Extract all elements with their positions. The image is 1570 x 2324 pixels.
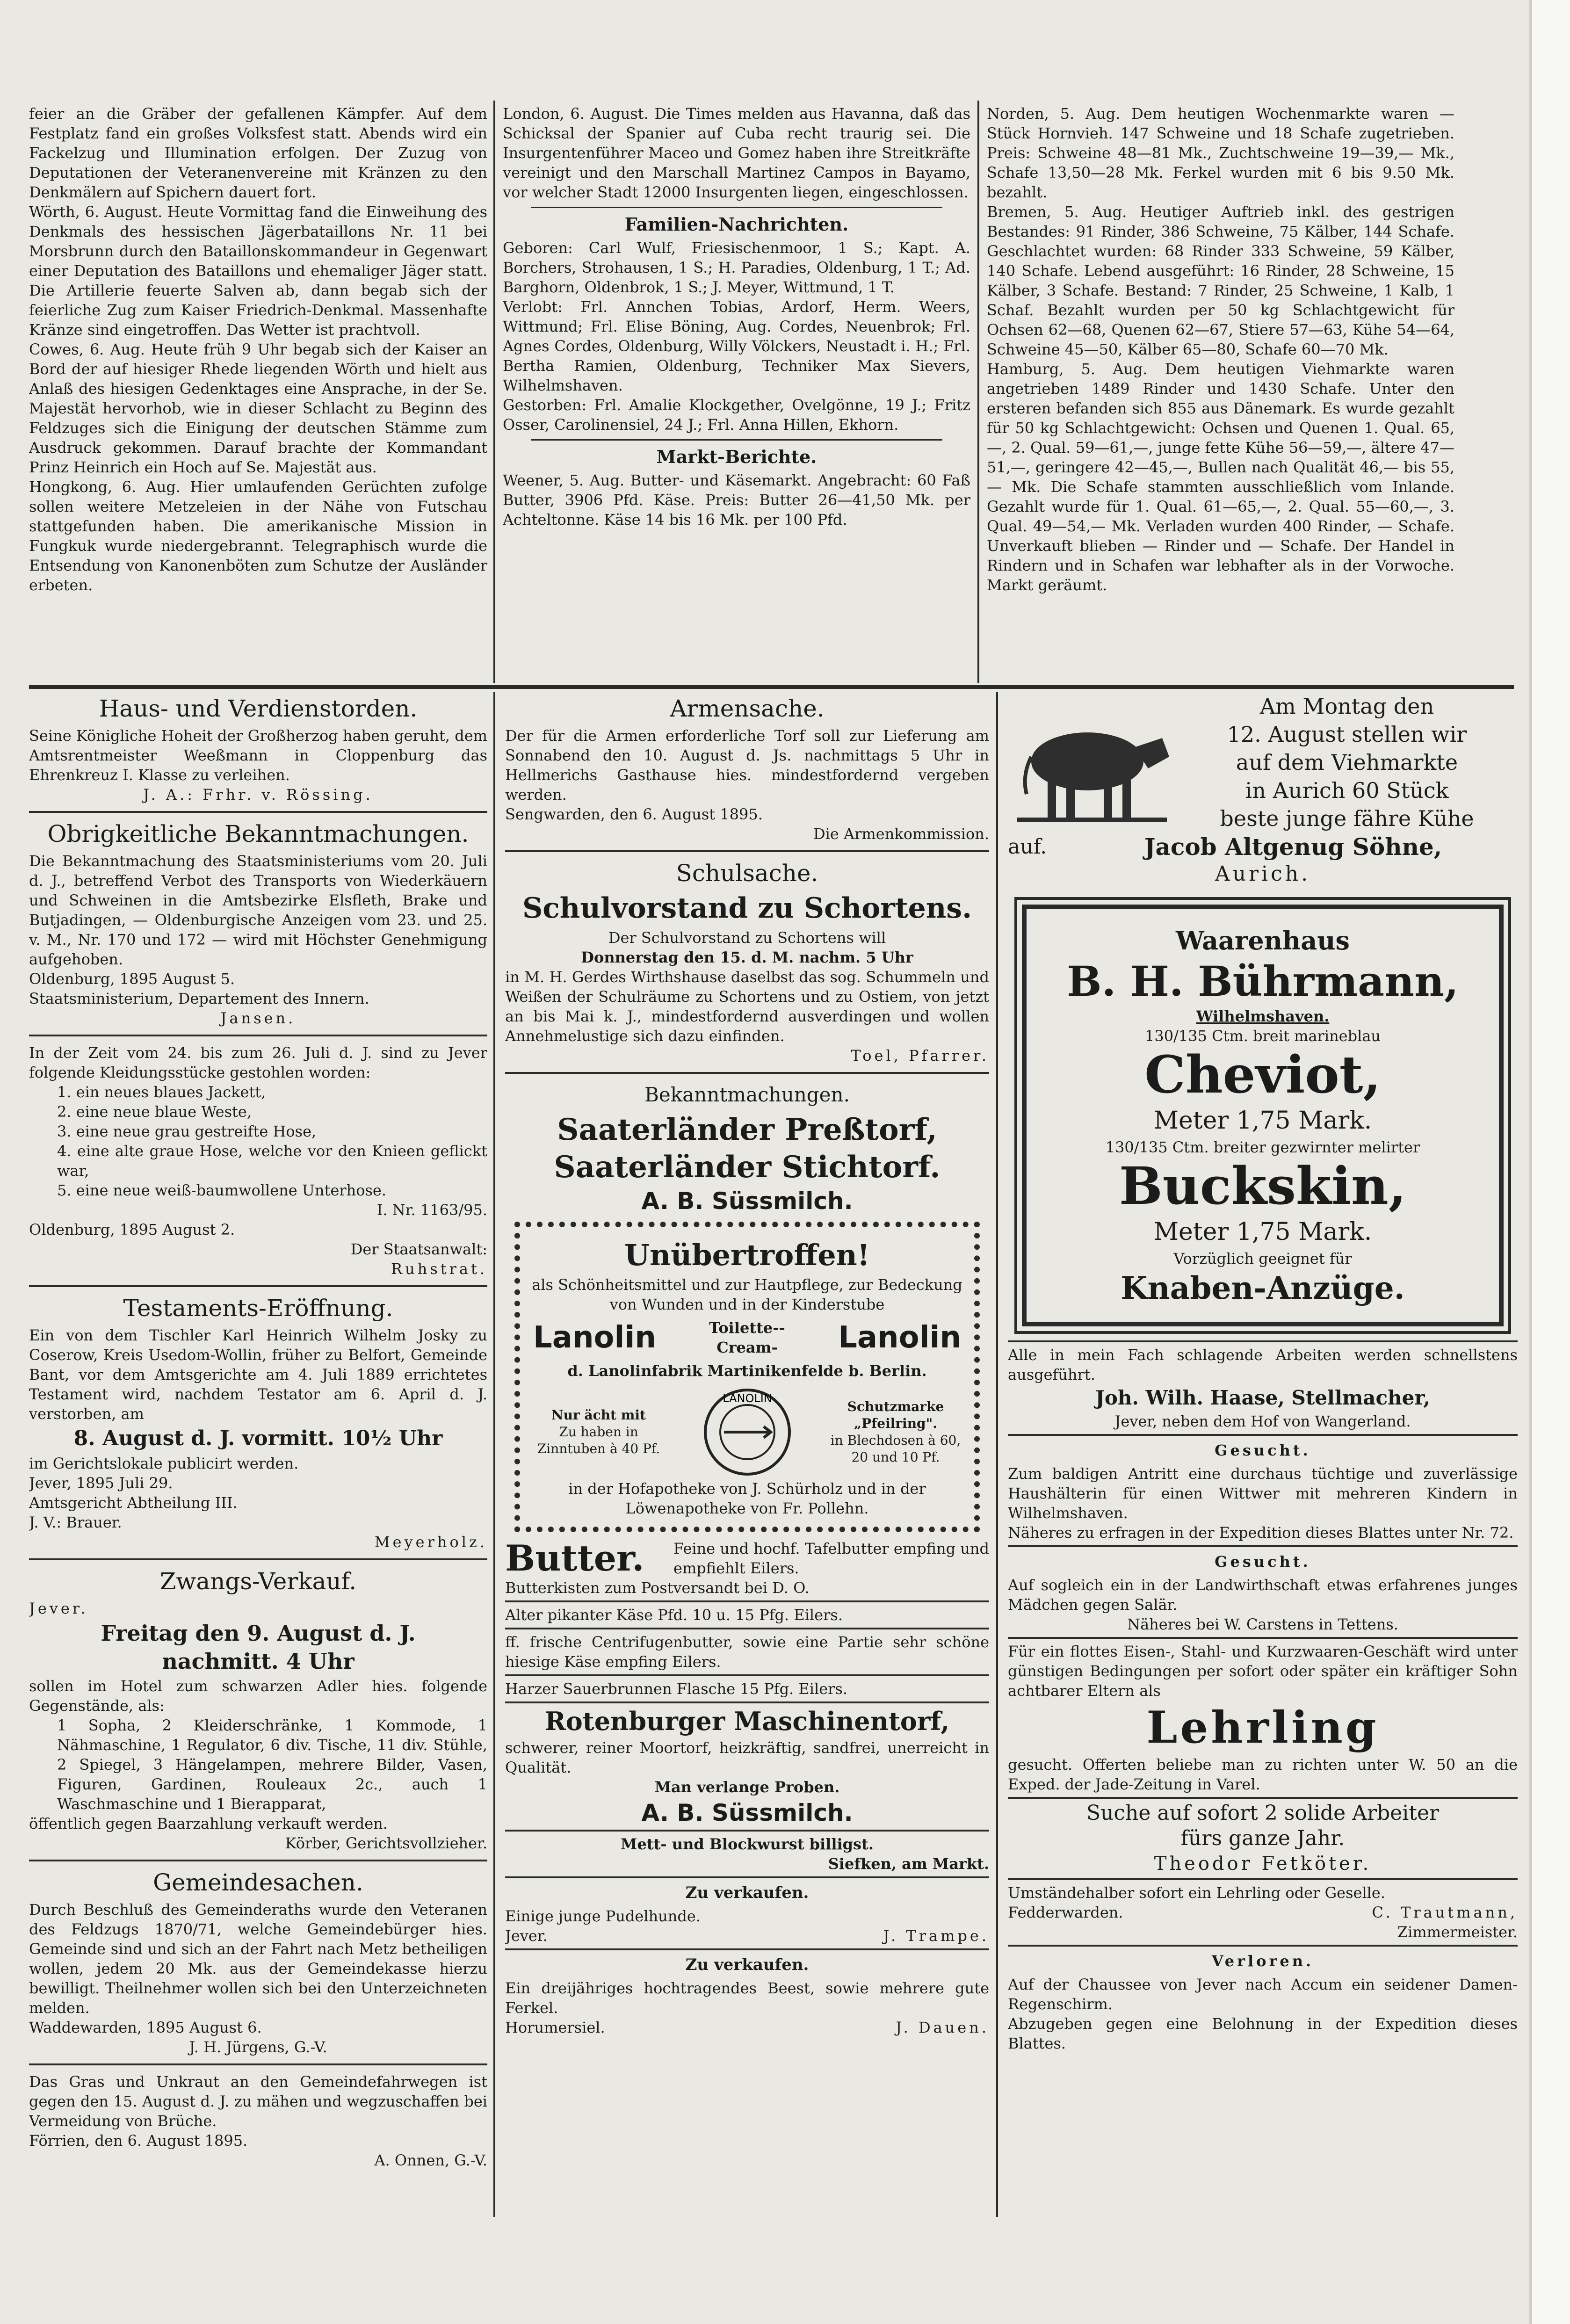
section-heading: Armensache. [670,695,825,722]
ad-signature: J. Dauen. [896,2019,989,2036]
notice-text: Der Schulvorstand zu Schortens will [608,929,886,947]
divider [505,1674,989,1676]
notice-date: Jever, 1895 Juli 29. [29,1474,173,1492]
section-rule [29,685,1514,689]
divider [29,2063,487,2065]
notice-date: Waddewarden, 1895 August 6. [29,2019,262,2036]
divider [29,1285,487,1287]
ad-text: Einige junge Pudelhunde. [505,1907,701,1925]
ad-firm: Jacob Altgenug Söhne, [1144,833,1442,861]
market-paragraph: Weener, 5. Aug. Butter- und Käsemarkt. Angebracht: 60 Faß Butter, 3906 Pfd. Käse. Preis: Butter 26—41,50 Mk. per Achteltonne. Käse 14 bis 16 Mk. per 100 Pfd. [503,471,970,529]
lanolin-mark-row [528,1385,966,1479]
ad-text: Ein dreijähriges hochtragendes Beest, sowie mehrere gute Ferkel. [505,1979,989,2017]
ad-text: Vorzüglich geeignet für [1173,1250,1352,1267]
ad-line: Am Montag den [1259,694,1434,719]
column-rule [493,692,495,2217]
ad-text: 130/135 Ctm. breit marineblau [1144,1027,1381,1045]
ad-headline: Knaben-Anzüge. [1121,1270,1405,1306]
ad-text: auf. [1008,835,1047,859]
ad-headline: Butter. [505,1537,644,1579]
ad-firm: A. B. Süssmilch. [641,1187,853,1215]
notice-signature: Die Armenkommission. [813,825,989,843]
notice-text: im Gerichtslokale publicirt werden. [29,1455,299,1472]
notice-date: Sengwarden, den 6. August 1895. [505,805,763,823]
notice-signature: Jansen. [220,1009,296,1027]
ad-headline: Rotenburger Maschinentorf, [544,1706,950,1736]
ad-headline: B. H. Bührmann, [1067,957,1459,1006]
cow-illustration-icon [1008,691,1176,832]
section-heading: Obrigkeitliche Bekanntmachungen. [47,820,469,847]
notice-signature: J. V.: Brauer. [29,1513,122,1531]
divider [505,1701,989,1703]
ad-text: als Schönheitsmittel und zur Hautpflege, zur Bedeckung von Wunden und in der Kinderstube [532,1276,962,1313]
ad-text: gesucht. Offerten beliebe man zu richten unter W. 50 an die Exped. der Jade-Zeitung in Varel. [1008,1756,1518,1793]
notice-date: Oldenburg, 1895 August 5. [29,970,235,988]
notice-signature: Ruhstrat. [391,1260,487,1278]
ad-line: beste junge fähre Kühe [1220,806,1474,831]
section-heading: Gesucht. [1215,1441,1311,1459]
ad-firm: Siefken, am Markt. [828,1855,989,1873]
ad-text: 130/135 Ctm. breiter gezwirnter melirter [1105,1138,1420,1156]
ad-maker: d. Lanolinfabrik Martinikenfelde b. Berlin. [567,1362,927,1380]
ad-line: auf dem Viehmarkte [1236,750,1458,775]
column-rule [493,101,495,683]
section-heading: Testaments-Eröffnung. [123,1295,393,1322]
ad-place: Horumersiel. [505,2019,605,2036]
ad-line: in Aurich 60 Stück [1245,778,1449,803]
notice-text: Der für die Armen erforderliche Torf soll zur Lieferung am Sonnabend den 10. August d. Js. nachmittags 5 Uhr in Hellmerichs Gasthause hies. mindestfordernd vergeben werden. [505,727,989,804]
ad-place: Fedderwarden. [1008,1904,1123,1921]
ad-line: 12. August stellen wir [1227,722,1467,747]
ad-line: Waarenhaus [1176,926,1350,956]
market-paragraph: Bremen, 5. Aug. Heutiger Auftrieb inkl. des gestrigen Bestandes: 91 Rinder, 386 Schweine, 75 Kälber, 144 Schafe. Geschlachtet wurden: 68 Rinder 333 Schweine, 59 Kälber, 140 Schafe. Lebend ausgeführt: 16 Rinder, 28 Schweine, 15 Kälber, 3 Schafe. Bestand: 7 Rinder, 25 Schweine, 1 Kalb, 1 Schaf. Bezahlt wurden per 50 kg Schlachtgewicht für Ochsen 62—68, Quenen 62—67, Stiere 57—63, Kühe 54—64, Schweine 45—50, Kälber 65—80, Schafe 60—70 Mk. [987,203,1454,358]
ad-headline: Lehrling [1146,1702,1379,1753]
ad-footer [505,1926,989,1946]
section-heading: Verloren. [1211,1952,1314,1970]
cattle-text [1176,691,1518,833]
divider [1008,1878,1518,1880]
list-item: 1. ein neues blaues Jackett, [57,1083,266,1101]
divider [505,1600,989,1602]
list-item: 5. eine neue weiß-baumwollene Unterhose. [57,1181,386,1199]
list-item: 3. eine neue grau gestreifte Hose, [57,1122,317,1140]
lanolin-ad [514,1222,980,1532]
waarenhaus-ad [1022,905,1504,1326]
divider [29,1860,487,1861]
section-heading: Gesucht. [1215,1553,1311,1571]
ad-text: Alter pikanter Käse Pfd. 10 u. 15 Pfg. Eilers. [505,1606,843,1624]
lanolin-name: Lanolin [838,1320,961,1355]
notice-text: In der Zeit vom 24. bis zum 26. Juli d. J. sind zu Jever folgende Kleidungsstücke gestohlen worden: [29,1044,487,1081]
ad-signature: Theodor Fetköter. [1154,1853,1372,1875]
notice-court: Amtsgericht Abtheilung III. [29,1494,238,1512]
ad-text: Zu haben in Zinntuben à 40 Pf. [537,1424,660,1456]
notice-signature: Der Staatsanwalt: [350,1240,487,1258]
ad-text: Auf der Chaussee von Jever nach Accum ein seidener Damen-Regenschirm. [1008,1976,1518,2013]
ad-signature: C. Trautmann, [1372,1904,1518,1921]
notice-text: Die Bekanntmachung des Staatsministeriums vom 20. Juli d. J., betreffend Verbot des Transports von Wiederkäuern und Schweinen in die Amtsbezirke Elsfleth, Brake und Butjadingen, — Oldenburgische Anzeigen vom 23. und 25. v. M., Nr. 170 und 172 — wird mit Höchster Genehmigung aufgehoben. [29,852,487,968]
news-paragraph: Wörth, 6. August. Heute Vormittag fand die Einweihung des Denkmals des hessischen Jägerbataillons Nr. 11 bei Morsbrunn durch den Bataillonskommandeur in Gegenwart einer Deputation des Bataillons und ehemaliger Jäger statt. Die Artillerie feuerte Salven ab, dann begab sich der feierliche Zug zum Kaiser Friedrich-Denkmal. Massenhafte Kränze sind eingetroffen. Das Wetter ist prachtvoll. [29,203,487,339]
ad-text: Abzugeben gegen eine Belohnung in der Expedition dieses Blattes. [1008,2015,1518,2052]
ads-column-middle [505,691,989,2221]
family-paragraph: Verlobt: Frl. Annchen Tobias, Ardorf, Herm. Weers, Wittmund; Frl. Elise Böning, Aug. Cordes, Neuenbrok; Frl. Agnes Cordes, Oldenburg, Willy Völckers, Neustadt i. H.; Frl. Bertha Ramien, Oldenburg, Techniker Max Sievers, Wilhelmshaven. [503,298,970,394]
market-paragraph: Hamburg, 5. Aug. Dem heutigen Viehmarkte waren angetrieben 1489 Rinder und 1430 Schafe. Unter den ersteren befanden sich 855 aus Dänemark. Es wurde gezahlt für 50 kg Schlachtgewicht: Ochsen und Quenen 1. Qual. 65,—, 2. Qual. 59—61,—, junge fette Kühe 56—59,—, ältere 47—51,—, geringere 42—45,—, Bullen nach Qualität 46,— bis 55,— Mk. Die Schafe stammten ausschließlich vom Inlande. Gezahlt wurde für 1. Qual. 61—65,—, 2. Qual. 55—60,—, 3. Qual. 49—54,— Mk. Verladen wurden 400 Rinder, — Schafe. Unverkauft blieben — Rinder und — Schafe. Der Handel in Rindern und in Schafen war lebhafter als in der Vorwoche. Markt geräumt. [987,360,1454,594]
divider [505,850,989,852]
ad-headline: Schulvorstand zu Schortens. [522,892,972,925]
ad-text: Für ein flottes Eisen-, Stahl- und Kurzwaaren-Geschäft wird unter günstigen Bedingungen per sofort oder später ein kräftiger Sohn achtbarer Eltern als [1008,1643,1518,1700]
notice-date: Oldenburg, 1895 August 2. [29,1221,235,1238]
notice-signature: J. H. Jürgens, G.-V. [189,2038,327,2056]
divider [531,439,942,441]
ad-headline: Unübertroffen! [624,1238,870,1272]
list-item: 2. eine neue blaue Weste, [57,1103,252,1121]
lanolin-left [528,1407,669,1457]
divider [1008,1797,1518,1799]
notice-number: I. Nr. 1163/95. [376,1201,487,1219]
ad-headline: Saaterländer Preßtorf, [557,1112,937,1147]
family-paragraph: Gestorben: Frl. Amalie Klockgether, Ovelgönne, 19 J.; Fritz Osser, Carolinensiel, 24 J.; Frl. Anna Hillen, Ekhorn. [503,396,970,434]
notice-highlight-date: Freitag den 9. August d. J. [101,1621,416,1646]
section-heading: Familien-Nachrichten. [624,214,849,235]
section-heading: Schulsache. [676,860,818,887]
news-column-1 [29,104,487,684]
ad-headline: Buckskin, [1119,1156,1407,1216]
notice-date: Förrien, den 6. August 1895. [29,2132,248,2150]
divider [29,1035,487,1036]
column-rule [977,101,979,683]
cattle-ad [1008,691,1518,833]
ad-headline: Cheviot, [1144,1044,1381,1105]
butter-ad [505,1539,989,1578]
news-paragraph: London, 6. August. Die Times melden aus Havanna, daß das Schicksal der Spanier auf Cuba recht traurig sei. Die Insurgentenführer Maceo und Gomez haben ihre Streitkräfte vereinigt und den Marschall Martinez Campos in Bayamo, vor welcher Stadt 12000 Insurgenten liegen, eingeschlossen. [503,105,970,201]
ads-column-right [1008,691,1518,2221]
ad-text: Auf sogleich ein in der Landwirthschaft etwas erfahrenes junges Mädchen gegen Salär. [1008,1576,1518,1614]
divider [29,1558,487,1560]
notice-signature: J. A.: Frhr. v. Rössing. [143,786,373,804]
ad-line: fürs ganze Jahr. [1180,1826,1345,1850]
ad-text: Butterkisten zum Postversandt bei D. O. [505,1579,810,1597]
page-edge [1529,0,1570,2324]
ad-text: Näheres bei W. Carstens in Tettens. [1127,1615,1398,1633]
news-paragraph: Hongkong, 6. Aug. Hier umlaufenden Gerüchten zufolge sollen weitere Metzeleien in der Nähe von Futschau stattgefunden haben. Die amerikanische Mission in Fungkuk wurde niedergebrannt. Telegraphisch wurde die Entsendung von Kanonenböten zum Schutze der Ausländer erbeten. [29,478,487,594]
notice-text: Ein von dem Tischler Karl Heinrich Wilhelm Josky zu Coserow, Kreis Usedom-Wollin, früher zu Belfort, Gemeinde Bant, vor dem Amtsgerichte am 4. Juli 1889 errichtetes Testament wird, nachdem Testator am 6. April d. J. verstorben, am [29,1326,487,1423]
ad-text: ff. frische Centrifugenbutter, sowie eine Partie sehr schöne hiesige Käse empfing Eilers. [505,1633,989,1671]
ad-text: Mett- und Blockwurst billigst. [621,1835,874,1853]
ad-signature: J. Trampe. [883,1927,989,1945]
ad-headline: Saaterländer Stichtorf. [554,1150,941,1185]
divider [1008,1545,1518,1547]
ad-text: Näheres zu erfragen in der Expedition dieses Blattes unter Nr. 72. [1008,1524,1514,1542]
ad-price: Meter 1,75 Mark. [1153,1107,1372,1135]
ad-text: Zum baldigen Antritt eine durchaus tüchtige und zuverlässige Haushälterin für einen Wittwer mit mehreren Kindern in Wilhelmshaven. [1008,1465,1518,1522]
notice-signature: A. Onnen, G.-V. [374,2151,487,2169]
ad-place: Jever. [505,1927,548,1945]
section-heading: Markt-Berichte. [656,446,817,467]
section-heading: Zu verkaufen. [685,1883,809,1902]
news-column-2 [503,104,970,684]
column-rule [996,692,998,2217]
ad-text: Schutzmarke „Pfeilring". [847,1399,944,1431]
ad-text: Umständehalber sofort ein Lehrling oder Geselle. [1008,1884,1386,1902]
lanolin-row [533,1318,961,1357]
notice-highlight-date: Donnerstag den 15. d. M. nachm. 5 Uhr [581,948,913,966]
divider [505,1876,989,1878]
divider [1008,1434,1518,1436]
section-heading: Haus- und Verdienstorden. [99,695,418,722]
notice-signature: Körber, Gerichtsvollzieher. [285,1834,487,1852]
notice-place: Jever. [29,1600,88,1617]
family-paragraph: Geboren: Carl Wulf, Friesischenmoor, 1 S.; Kapt. A. Borchers, Strohausen, 1 S.; H. Paradies, Oldenburg, 1 T.; Ad. Barghorn, Oldenbrok, 1 S.; J. Meyer, Wittmund, 1 T. [503,239,970,296]
ad-firm: Joh. Wilh. Haase, Stellmacher, [1095,1386,1431,1409]
divider [505,1948,989,1950]
ad-signature: Zimmermeister. [1397,1923,1518,1941]
divider [1008,1637,1518,1639]
section-heading: Bekanntmachungen. [644,1083,850,1106]
news-paragraph: feier an die Gräber der gefallenen Kämpfer. Auf dem Festplatz fand ein großes Volksfest statt. Abends wird ein Fackelzug und Illumination erfolgen. Der Zuzug von Deputationen der Veteranenvereine mit Kränzen zu den Denkmälern auf Spichern dauert fort. [29,105,487,201]
ad-price: Meter 1,75 Mark. [1153,1218,1372,1246]
ad-firm: A. B. Süssmilch. [641,1799,853,1826]
notice-highlight-date: nachmitt. 4 Uhr [162,1649,355,1674]
ad-line: Suche auf sofort 2 solide Arbeiter [1086,1801,1440,1825]
section-heading: Zwangs-Verkauf. [159,1568,357,1595]
ad-town: Aurich. [1215,862,1311,886]
notice-highlight-date: 8. August d. J. vormitt. 10½ Uhr [73,1426,443,1450]
notice-text: Das Gras und Unkraut an den Gemeindefahrwegen ist gegen den 15. August d. J. zu mähen und wegzuschaffen bei Vermeidung von Brüche. [29,2073,487,2130]
logo-text: LANOLIN [722,1392,772,1405]
ad-text: Alle in mein Fach schlagende Arbeiten werden schnellstens ausgeführt. [1008,1346,1518,1383]
news-column-3 [987,104,1454,684]
notice-text: Seine Königliche Hoheit der Großherzog haben geruht, dem Amtsrentmeister Weeßmann in Cloppenburg das Ehrenkreuz I. Klasse zu verleihen. [29,727,487,784]
lanolin-cream: Toilette--Cream- [709,1319,785,1356]
divider [1008,1945,1518,1947]
section-heading: Zu verkaufen. [685,1955,809,1974]
ad-text: in Blechdosen à 60, 20 und 10 Pf. [830,1433,961,1465]
ad-city: Wilhelmshaven. [1196,1007,1330,1025]
news-paragraph: Cowes, 6. Aug. Heute früh 9 Uhr begab sich der Kaiser an Bord der auf hiesiger Rhede liegenden Wörth und hielt aus Anlaß des hiesigen Gedenktages eine Ansprache, in der Se. Majestät hervorhob, wie in dieser Schlacht zu Beginn des Feldzuges sich die Einigung der deutschen Stämme zum Ausdruck gekommen. Darauf brachte der Kommandant Prinz Heinrich ein Hoch auf Se. Majestät aus. [29,340,487,476]
ad-text: Man verlange Proben. [654,1778,840,1796]
notice-text: öffentlich gegen Baarzahlung verkauft werden. [29,1815,388,1832]
ad-text: Jever, neben dem Hof von Wangerland. [1114,1412,1411,1430]
divider [1008,1340,1518,1342]
notice-signature: Staatsministerium, Departement des Innern. [29,990,369,1007]
ad-footer [505,2018,989,2037]
ads-column-left [29,691,487,2221]
divider [531,207,942,208]
pfeilring-logo-icon [701,1385,794,1479]
divider [505,1072,989,1074]
ad-text: Nur ächt mit [551,1407,646,1423]
ad-text: Feine und hochf. Tafelbutter empfing und empfiehlt Eilers. [673,1540,989,1577]
divider [505,1628,989,1629]
divider [505,1830,989,1832]
ad-text: schwerer, reiner Moortorf, heizkräftig, sandfrei, unerreicht in Qualität. [505,1739,989,1776]
notice-signature: Meyerholz. [374,1533,487,1551]
lanolin-right [825,1398,966,1466]
market-paragraph: Norden, 5. Aug. Dem heutigen Wochenmarkte waren — Stück Hornvieh. 147 Schweine und 18 Schafe zugetrieben. Preis: Schweine 48—81 Mk., Zuchtschweine 19—39,— Mk., Schafe 13,50—28 Mk. Ferkel wurden mit 6 bis 9.50 Mk. bezahlt. [987,105,1454,201]
notice-signature: Toel, Pfarrer. [851,1047,989,1064]
notice-text: Durch Beschluß des Gemeinderaths wurde den Veteranen des Feldzugs 1870/71, welche Gemeindebürger hies. Gemeinde sind und sich an der Fahrt nach Metz betheiligen wollen, jedem 20 Mk. aus der Gemeindekasse hierzu bewilligt. Theilnehmer wollen sich bei den Unterzeichneten melden. [29,1901,487,2017]
section-heading: Gemeindesachen. [153,1869,363,1896]
list-item: 4. eine alte graue Hose, welche vor den Knieen geflickt war, [57,1142,487,1180]
lanolin-name: Lanolin [533,1320,656,1355]
notice-text: sollen im Hotel zum schwarzen Adler hies. folgende Gegenstände, als: [29,1677,487,1715]
divider [29,811,487,813]
ad-text: Harzer Sauerbrunnen Flasche 15 Pfg. Eilers. [505,1680,848,1698]
ad-text: in der Hofapotheke von J. Schürholz und in der Löwenapotheke von Fr. Pollehn. [568,1480,926,1517]
notice-text: in M. H. Gerdes Wirthshause daselbst das sog. Schummeln und Weißen der Schulräume zu Schortens und zu Ostiem, von jetzt an bis Mai k. J., mindestfordernd ausverdingen und wollen Annehmelustige sich dazu einfinden. [505,968,989,1045]
notice-items: 1 Sopha, 2 Kleiderschränke, 1 Kommode, 1 Nähmaschine, 1 Regulator, 6 div. Tische, 11 div. Stühle, 2 Spiegel, 3 Hängelampen, mehrere Bilder, Vasen, Figuren, Gardinen, Rouleaux 2c., auch 1 Waschmaschine und 1 Bierapparat, [57,1716,487,1813]
ad-footer [1008,1903,1518,1922]
cattle-firm-row [1008,833,1518,861]
